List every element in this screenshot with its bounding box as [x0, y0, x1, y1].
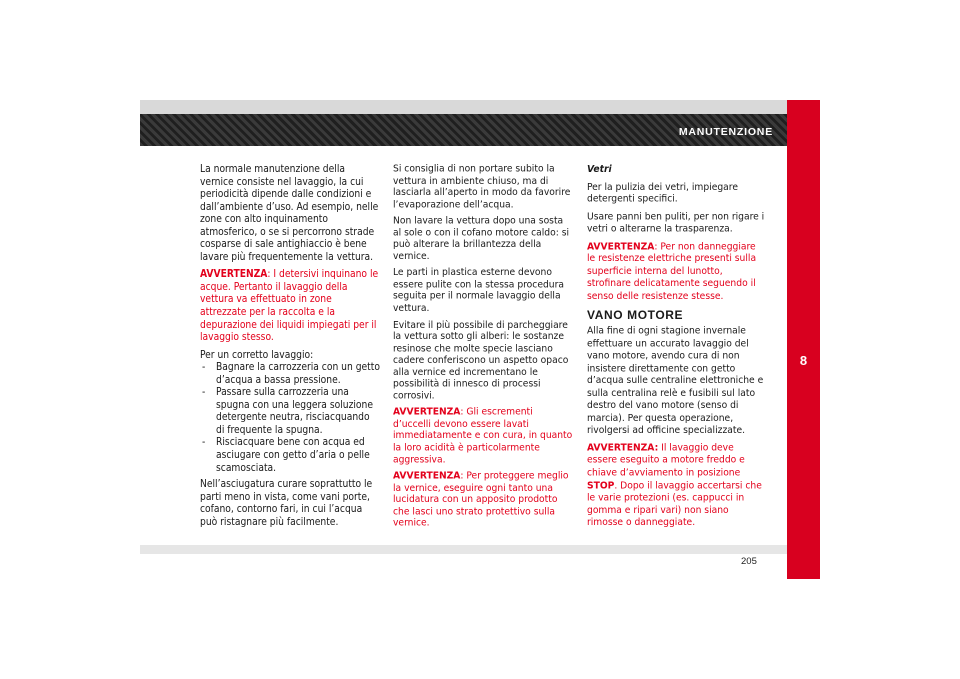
warning-label: AVVERTENZA: [393, 471, 461, 482]
paragraph: Non lavare la vettura dopo una sosta al sole o con il cofano motore caldo: si può alterare la brillantezza della vernice.: [393, 215, 570, 262]
engine-wash-warning: [587, 443, 765, 530]
warning-text: : Per proteggere meglio la vernice, eseguire ogni tanto una lucidatura con un apposito prodotto che lasci uno strato protettivo sulla vernice.: [393, 471, 569, 529]
warning-text: Il lavaggio deve essere eseguito a motore freddo e chiave d’avviamento in posizione: [587, 442, 745, 479]
footer-band: [140, 545, 787, 554]
warning-label: AVVERTENZA: [587, 241, 655, 253]
warning-label: AVVERTENZA: [393, 407, 461, 418]
engine-bay-heading: VANO MOTORE: [587, 308, 684, 323]
polish-warning: [393, 471, 573, 530]
paragraph: Si consiglia di non portare subito la vettura in ambiente chiuso, ma di lasciarla all’aperto in modo da favorire l’evaporazione dell’acqua.: [393, 164, 571, 210]
windows-subheading: Vetri: [587, 164, 612, 175]
column-2: [393, 164, 573, 535]
column-3: [587, 164, 765, 535]
list-item: - Bagnare la carrozzeria con un getto d’acqua a bassa pressione.: [200, 362, 380, 387]
paragraph: Usare panni ben puliti, per non rigare i vetri o alterarne la trasparenza.: [587, 211, 765, 235]
paragraph: Per la pulizia dei vetri, impiegare detergenti specifici.: [587, 181, 738, 205]
header-light-strip: [140, 100, 787, 114]
rear-window-warning: [587, 241, 765, 303]
drying-paragraph: Nell’asciugatura curare soprattutto le parti meno in vista, come vani porte, cofano, contorno fari, in cui l’acqua può ristagnare più facilmente.: [200, 479, 373, 528]
paragraph: Alla fine di ogni stagione invernale effettuare un accurato lavaggio del vano motore, avendo cura di non insistere direttamente con getto d’acqua sulle centraline elettroniche e sulla centralina relè e fusibili sul lato destro del vano motore (senso di marcia). Per questa operazione, rivolgersi ad officine specializzate.: [587, 325, 764, 437]
bird-droppings-warning: [393, 407, 573, 466]
warning-text: : I detersivi inquinano le acque. Pertanto il lavaggio della vettura va effettuato in zone attrezzate per la raccolta e la depurazione dei liquidi impiegati per il lavaggio stesso.: [200, 269, 379, 344]
warning-text: : Per non danneggiare le resistenze elettriche presenti sulla superficie interna del lunotto, strofinare delicatamente seguendo il senso delle resistenze stesse.: [587, 241, 757, 302]
chapter-tab: [787, 100, 820, 579]
warning-text: : Gli escrementi d’uccelli devono essere lavati immediatamente e con cura, in quanto la loro acidità è particolarmente aggressiva.: [393, 407, 573, 466]
warning-label: AVVERTENZA:: [587, 442, 659, 454]
section-header-band: [140, 114, 787, 146]
washing-steps-list: [200, 362, 380, 475]
detergent-warning: [200, 269, 380, 344]
column-1: [200, 164, 380, 534]
intro-paragraph: La normale manutenzione della vernice consiste nel lavaggio, la cui periodicità dipende dalle condizioni e dall’ambiente d’uso. Ad esempio, nelle zone con alto inquinamento atmosferico, o se si percorrono strade cosparse di sale antighiaccio è bene lavare più frequentemente la vettura.: [200, 164, 379, 263]
list-item: - Passare sulla carrozzeria una spugna con una leggera soluzione detergente neutra, risciacquando di frequente la spugna.: [200, 387, 380, 437]
list-intro: Per un corretto lavaggio:: [200, 349, 314, 361]
chapter-number: 8: [799, 353, 808, 368]
paragraph: Evitare il più possibile di parcheggiare la vettura sotto gli alberi: le sostanze resinose che molte specie lasciano cadere conferiscono un aspetto opaco alla vernice ed incrementano le possibilità di innesco di processi corrosivi.: [393, 319, 569, 402]
paragraph: Le parti in plastica esterne devono essere pulite con la stessa procedura seguita per il normale lavaggio della vettura.: [393, 267, 564, 314]
stop-keyword: STOP: [587, 480, 615, 491]
warning-label: AVVERTENZA: [200, 269, 268, 281]
page-number: 205: [741, 556, 757, 567]
list-item: - Risciacquare bene con acqua ed asciugare con getto d’aria o pelle scamosciata.: [200, 437, 380, 475]
warning-text: . Dopo il lavaggio accertarsi che le varie protezioni (es. cappucci in gomma e ripari vari) non siano rimosse o danneggiate.: [587, 480, 762, 529]
section-title: MANUTENZIONE: [678, 126, 773, 138]
